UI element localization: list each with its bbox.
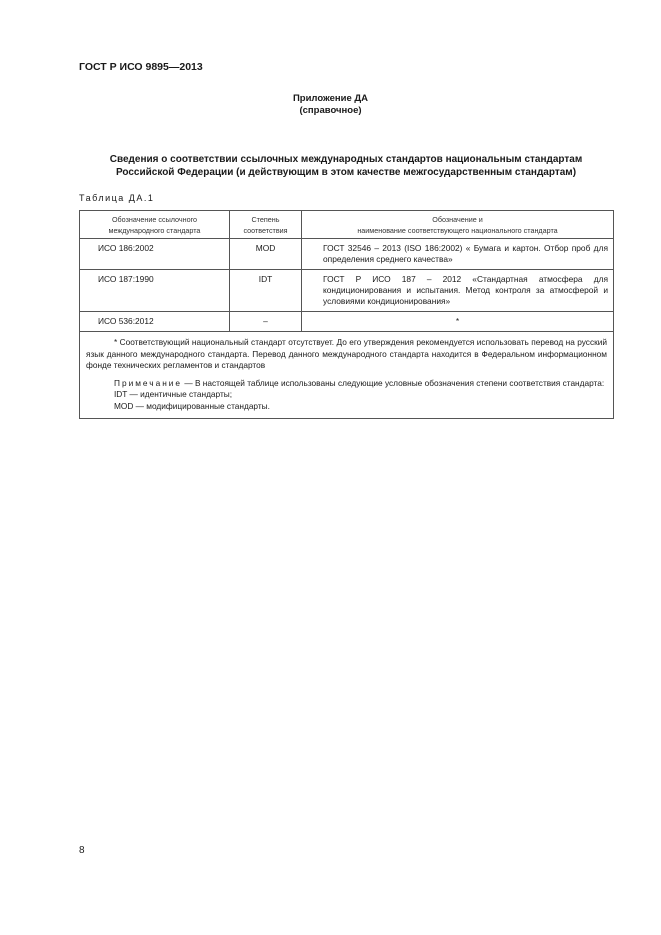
document-code: ГОСТ Р ИСО 9895—2013 — [79, 61, 203, 73]
header-text: международного стандарта — [108, 226, 201, 235]
degree-cell: MOD — [230, 239, 302, 270]
note-item-mod: MOD — модифицированные стандарты. — [114, 400, 270, 411]
section-title — [70, 153, 622, 179]
national-standard-cell — [302, 270, 614, 312]
national-standard-text: ГОСТ Р ИСО 187 – 2012 «Стандартная атмосфера для кондиционирования и испытания. Метод контроля за атмосферой и условиями кондиционирования» — [323, 274, 608, 306]
section-title-line-1: Сведения о соответствии ссылочных международных стандартов национальным стандартам — [109, 154, 583, 165]
annex-title: Приложение ДА — [292, 93, 369, 104]
note-item-idt: IDT — идентичные стандарты; — [114, 389, 233, 399]
table-header-row — [80, 211, 614, 239]
table-footnote-row — [80, 332, 614, 419]
table-row — [80, 239, 614, 270]
annex-subtitle: (справочное) — [299, 105, 362, 116]
footnote-text: * Соответствующий национальный стандарт отсутствует. До его утверждения рекомендуется использовать перевод на русский язык данного международного стандарта. Перевод данного международного стандарта находится в Федеральном информационном фонде технических регламентов и стандартов — [86, 337, 607, 370]
table-row — [80, 312, 614, 332]
header-degree — [230, 211, 302, 239]
header-national-standard — [302, 211, 614, 239]
table-row — [80, 270, 614, 312]
ref-standard-cell: ИСО 536:2012 — [80, 312, 230, 332]
national-standard-cell: * — [302, 312, 614, 332]
annex-heading — [0, 93, 661, 117]
national-standard-cell — [302, 239, 614, 270]
table-label: Таблица ДА.1 — [79, 193, 155, 203]
header-text: соответствия — [243, 226, 288, 235]
page-number: 8 — [79, 845, 85, 856]
note-heading: Примечание — [114, 377, 183, 388]
correspondence-table — [79, 210, 614, 419]
header-text: Степень — [251, 215, 280, 224]
national-standard-text: ГОСТ 32546 – 2013 (ISO 186:2002) « Бумага и картон. Отбор проб для определения среднего качества» — [323, 243, 608, 264]
note-paragraph — [86, 378, 607, 390]
degree-cell: – — [230, 312, 302, 332]
ref-standard-cell: ИСО 187:1990 — [80, 270, 230, 312]
note-text: — В настоящей таблице использованы следующие условные обозначения степени соответствия стандарта: — [182, 377, 605, 388]
header-text: Обозначение и — [432, 215, 483, 224]
section-title-line-2: Российской Федерации (и действующим в этом качестве межгосударственным стандартам) — [115, 167, 577, 178]
header-ref-standard — [80, 211, 230, 239]
ref-standard-cell: ИСО 186:2002 — [80, 239, 230, 270]
header-text: наименование соответствующего национального стандарта — [357, 226, 558, 235]
header-text: Обозначение ссылочного — [111, 215, 198, 224]
table-footnote-cell — [80, 332, 614, 419]
degree-cell: IDT — [230, 270, 302, 312]
